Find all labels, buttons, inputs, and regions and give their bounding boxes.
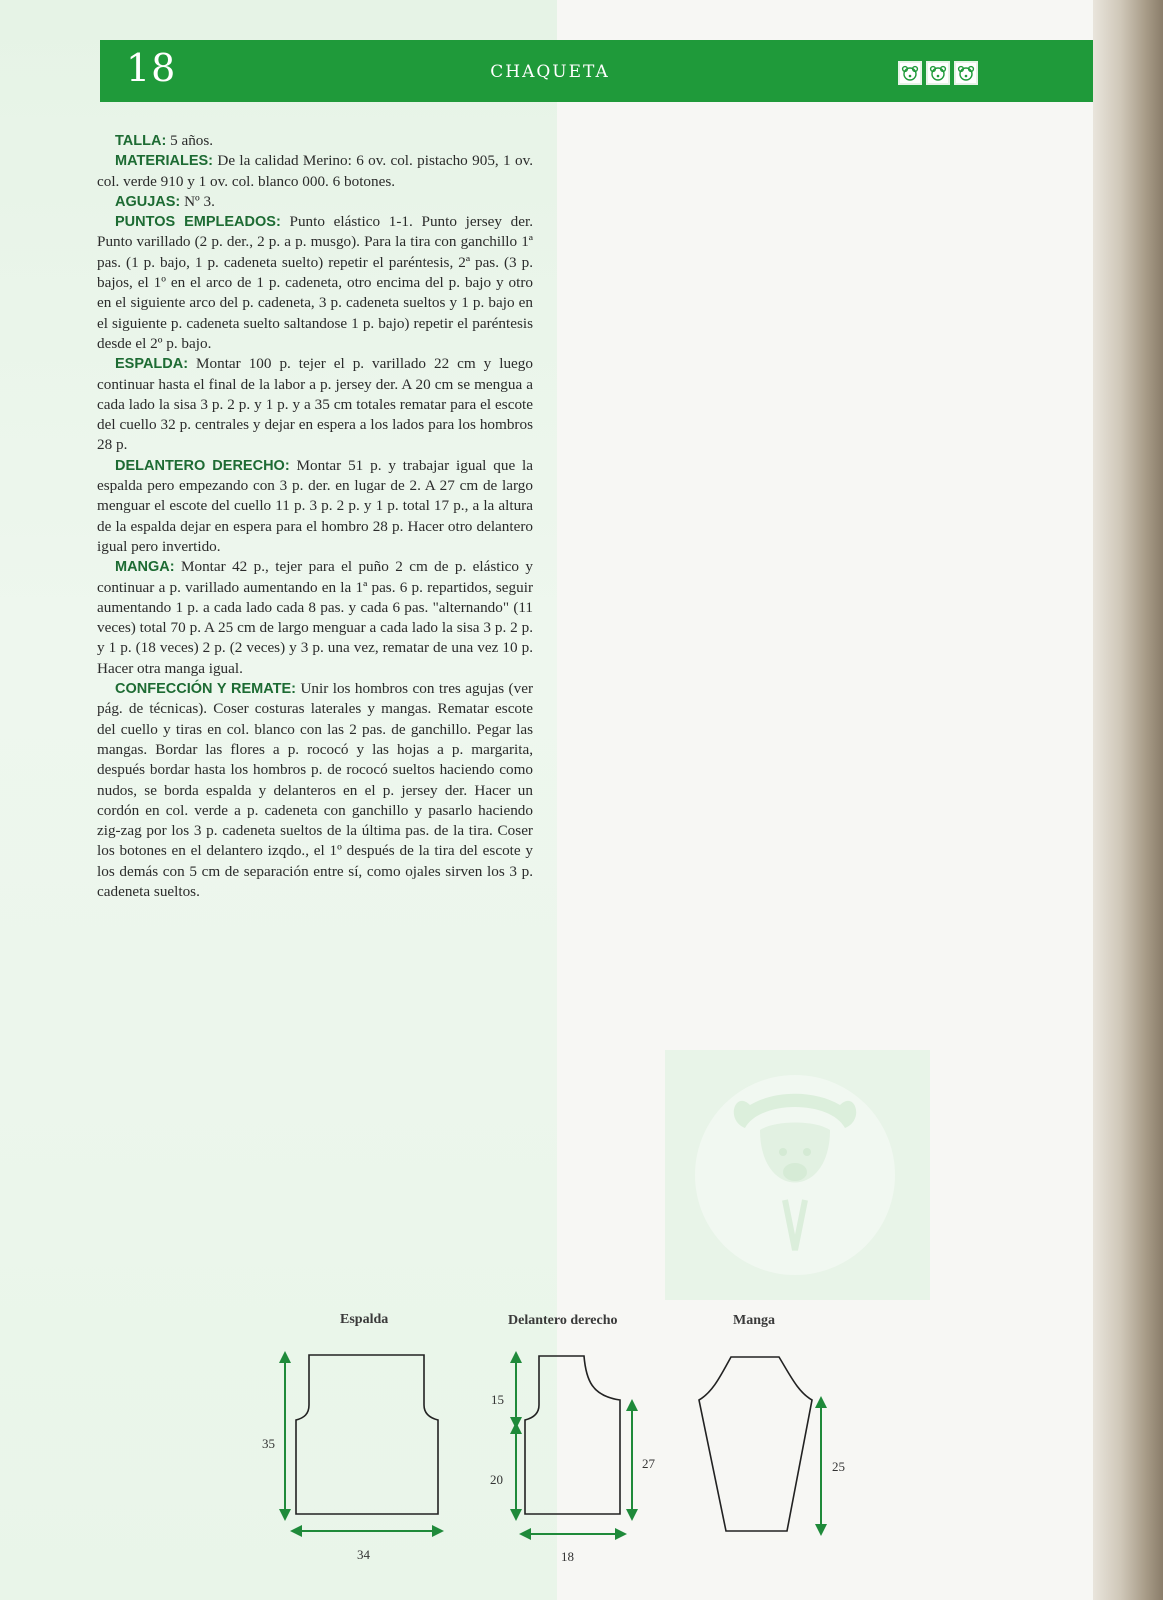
delantero-width-label: 18	[561, 1549, 574, 1564]
label-confeccion: CONFECCIÓN Y REMATE:	[115, 681, 296, 698]
delantero-upper-label: 15	[491, 1392, 504, 1407]
text-agujas: Nº 3.	[180, 192, 215, 210]
text-confeccion: Unir los hombros con tres agujas (ver pág. de técnicas). Coser costuras laterales y mangas. Rematar escote del cuello y tiras en col. blanco con las 2 pas. de ganchillo. Pegar las mangas. Bordar las flores a p. rococó y las hojas a p. margarita, después bordar hasta los hombros p. de rococó sueltos haciendo como nudos, se borda espalda y delanteros en el p. jersey der. Hacer un cordón en col. verde a p. cadeneta con ganchillo y pasarlo haciendo zig-zag por los 3 p. cadeneta sueltos de la última pas. de la tira. Coser los botones en el delantero izqdo., el 1º después de la tira del escote y los demás con 5 cm de separación entre sí, como ojales sirven los 3 p. cadeneta sueltos.	[97, 680, 534, 900]
label-puntos: PUNTOS EMPLEADOS:	[115, 214, 281, 231]
label-materiales: MATERIALES:	[115, 153, 214, 170]
label-agujas: AGUJAS:	[115, 193, 181, 210]
delantero-lower-label: 20	[490, 1472, 503, 1487]
page-title: CHAQUETA	[490, 62, 610, 82]
label-delantero: DELANTERO DERECHO:	[115, 457, 290, 474]
text-puntos: Punto elástico 1-1. Punto jersey der. Punto varillado (2 p. der., 2 p. a p. musgo). Para la tira con ganchillo 1ª pas. (1 p. bajo, 1 p. cadeneta suelto) repetir el paréntesis, 2ª pas. (3 p. bajos, el 1º en el arco de 1 p. cadeneta, otro encima del p. bajo y otro en el siguiente arco del p. cadeneta, 3 p. cadeneta sueltos y 1 p. bajo en el siguiente p. cadeneta suelto saltandose 1 p. bajo) repetir el paréntesis desde el 2º p. bajo.	[97, 213, 534, 352]
text-manga: Montar 42 p., tejer para el puño 2 cm de p. elástico y continuar a p. varillado aumentando en la 1ª pas. 6 p. repartidos, seguir aumentando 1 p. a cada lado cada 8 pas. y cada 6 pas. "alternando" (11 veces) total 70 p. A 25 cm de largo menguar a cada lado la sisa 3 p. 2 p. y 1 p. (18 veces) 2 p. (2 veces) y 3 p. una vez, rematar de una vez 10 p. Hacer otra manga igual.	[97, 558, 533, 677]
label-espalda: ESPALDA:	[115, 356, 189, 373]
text-espalda: Montar 100 p. tejer el p. varillado 22 cm y luego continuar hasta el final de la labor a p. jersey der. A 20 cm se mengua a cada lado la sisa 3 p. 2 p. y 1 p. y a 35 cm totales rematar para el escote del cuello 32 p. centrales y dejar en espera a los lados para los hombros 28 p.	[97, 355, 533, 454]
espalda-height-label: 35	[262, 1436, 275, 1451]
diagram-title-espalda: Espalda	[340, 1312, 389, 1327]
page-number: 18	[126, 46, 177, 90]
delantero-side-label: 27	[642, 1456, 655, 1471]
espalda-width-label: 34	[357, 1547, 370, 1562]
label-manga: MANGA:	[115, 559, 175, 576]
espalda-outline	[296, 1355, 438, 1514]
label-talla: TALLA:	[115, 133, 167, 149]
text-materiales: De la calidad Merino: 6 ov. col. pistacho 905, 1 ov. col. verde 910 y 1 ov. col. blanco 000. 6 botones.	[97, 152, 533, 190]
manga-side-label: 25	[832, 1459, 845, 1474]
diagram-title-delantero: Delantero derecho	[508, 1313, 618, 1328]
delantero-outline	[525, 1356, 620, 1514]
diagram-title-manga: Manga	[733, 1313, 775, 1328]
text-delantero: Montar 51 p. y trabajar igual que la espalda pero empezando con 3 p. der. en lugar de 2. A 27 cm de largo menguar el escote del cuello 11 p. 3 p. 2 p. y 1 p. total 17 p., a la altura de la espalda dejar en espera para el hombro 28 p. Hacer otro delantero igual pero invertido.	[97, 456, 533, 555]
text-talla: 5 años.	[166, 132, 214, 149]
manga-outline	[699, 1357, 812, 1531]
